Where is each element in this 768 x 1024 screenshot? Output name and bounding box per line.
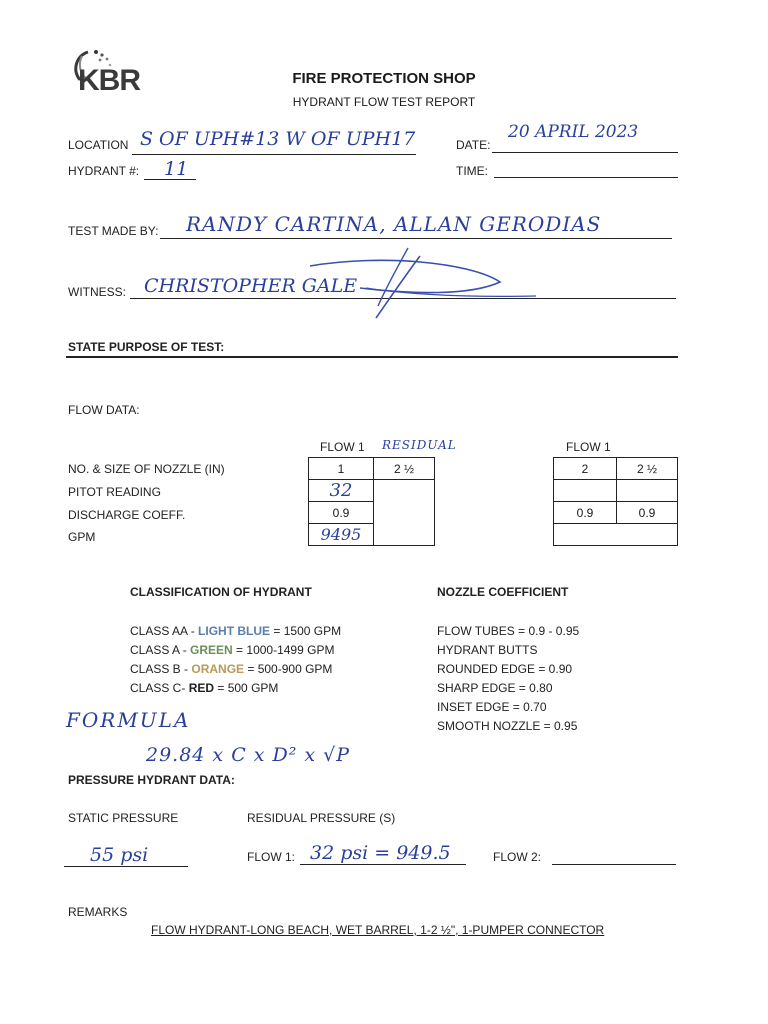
flow1-left-table	[308, 457, 435, 546]
static-pressure-line	[64, 866, 188, 867]
flow1-right-header: FLOW 1	[566, 440, 611, 454]
test-made-by-value[interactable]: RANDY CARTINA, ALLAN GERODIAS	[186, 212, 602, 236]
table-cell[interactable]	[554, 480, 617, 502]
table-cell[interactable]: 2	[554, 458, 617, 480]
remarks-label: REMARKS	[68, 905, 128, 919]
date-label: DATE:	[456, 138, 491, 152]
table-cell[interactable]	[617, 480, 678, 502]
hydrant-label: HYDRANT #:	[68, 164, 140, 178]
date-value[interactable]: 20 APRIL 2023	[508, 122, 639, 142]
list-item: CLASS AA - LIGHT BLUE = 1500 GPM	[130, 624, 342, 638]
table-row	[554, 480, 678, 502]
list-item: CLASS B - ORANGE = 500-900 GPM	[130, 662, 333, 676]
list-item: HYDRANT BUTTS	[437, 643, 538, 657]
pressure-heading: PRESSURE HYDRANT DATA:	[68, 773, 235, 787]
location-value[interactable]: S OF UPH#13 W OF UPH17	[140, 128, 416, 150]
purpose-label: STATE PURPOSE OF TEST:	[68, 340, 225, 354]
table-row	[554, 458, 678, 480]
list-item: INSET EDGE = 0.70	[437, 700, 547, 714]
witness-label: WITNESS:	[68, 285, 127, 299]
date-line	[492, 152, 678, 153]
static-pressure-value[interactable]: 55 psi	[90, 844, 149, 866]
witness-value[interactable]: CHRISTOPHER GALE	[144, 275, 358, 297]
flow1-left-header-note: RESIDUAL	[382, 438, 457, 452]
table-row	[554, 524, 678, 546]
witness-signature	[300, 236, 550, 326]
table-cell[interactable]: 0.9	[617, 502, 678, 524]
list-item: ROUNDED EDGE = 0.90	[437, 662, 573, 676]
table-cell[interactable]: 2 ½	[617, 458, 678, 480]
remarks-text[interactable]: FLOW HYDRANT-LONG BEACH, WET BARREL, 1-2 ½", 1-PUMPER CONNECTOR	[151, 923, 605, 937]
flow1-left-header: FLOW 1	[320, 440, 365, 454]
flow1-pressure-value[interactable]: 32 psi = 949.5	[310, 842, 451, 864]
table-cell[interactable]: 1	[309, 458, 374, 480]
page-subtitle: HYDRANT FLOW TEST REPORT	[292, 95, 476, 109]
list-item: CLASS A - GREEN = 1000-1499 GPM	[130, 643, 335, 657]
table-row	[309, 458, 435, 480]
static-pressure-label: STATIC PRESSURE	[68, 811, 179, 825]
classification-heading: CLASSIFICATION OF HYDRANT	[130, 585, 312, 599]
nozzle-coefficient-heading: NOZZLE COEFFICIENT	[437, 585, 569, 599]
logo-text: KBR	[78, 64, 140, 97]
hydrant-value[interactable]: 11	[164, 158, 189, 180]
list-item: SHARP EDGE = 0.80	[437, 681, 553, 695]
table-cell[interactable]: 9495	[309, 524, 374, 546]
flow1-right-table	[553, 457, 678, 546]
purpose-rule	[66, 356, 678, 358]
list-item: SMOOTH NOZZLE = 0.95	[437, 719, 578, 733]
residual-pressure-label: RESIDUAL PRESSURE (S)	[247, 811, 396, 825]
flow1-pressure-line	[300, 864, 466, 865]
flow-data-label: FLOW DATA:	[68, 403, 140, 417]
location-label: LOCATION	[68, 138, 129, 152]
table-cell[interactable]: 2 ½	[374, 458, 435, 480]
formula-label: FORMULA	[66, 708, 191, 732]
table-row	[309, 480, 435, 502]
time-label: TIME:	[456, 164, 488, 178]
table-cell[interactable]	[374, 480, 435, 546]
list-item: FLOW TUBES = 0.9 - 0.95	[437, 624, 580, 638]
table-cell[interactable]: 32	[309, 480, 374, 502]
row-label-nozzle: NO. & SIZE OF NOZZLE (IN)	[68, 462, 225, 476]
page-title: FIRE PROTECTION SHOP	[292, 70, 476, 87]
flow2-pressure-label: FLOW 2:	[493, 850, 542, 864]
flow1-pressure-label: FLOW 1:	[247, 850, 296, 864]
nozzle-coefficient-list	[437, 622, 579, 736]
flow2-pressure-line	[552, 864, 676, 865]
table-cell[interactable]: 0.9	[554, 502, 617, 524]
row-label-gpm: GPM	[68, 530, 96, 544]
test-made-by-label: TEST MADE BY:	[68, 224, 159, 238]
row-label-pitot: PITOT READING	[68, 485, 161, 499]
table-row	[554, 502, 678, 524]
location-line	[132, 154, 416, 155]
table-cell[interactable]: 0.9	[309, 502, 374, 524]
classification-list	[130, 622, 341, 698]
row-label-coeff: DISCHARGE COEFF.	[68, 508, 186, 522]
formula-expression: 29.84 x C x D² x √P	[146, 744, 351, 766]
list-item: CLASS C- RED = 500 GPM	[130, 681, 279, 695]
time-line	[494, 177, 678, 178]
table-cell[interactable]	[554, 524, 678, 546]
